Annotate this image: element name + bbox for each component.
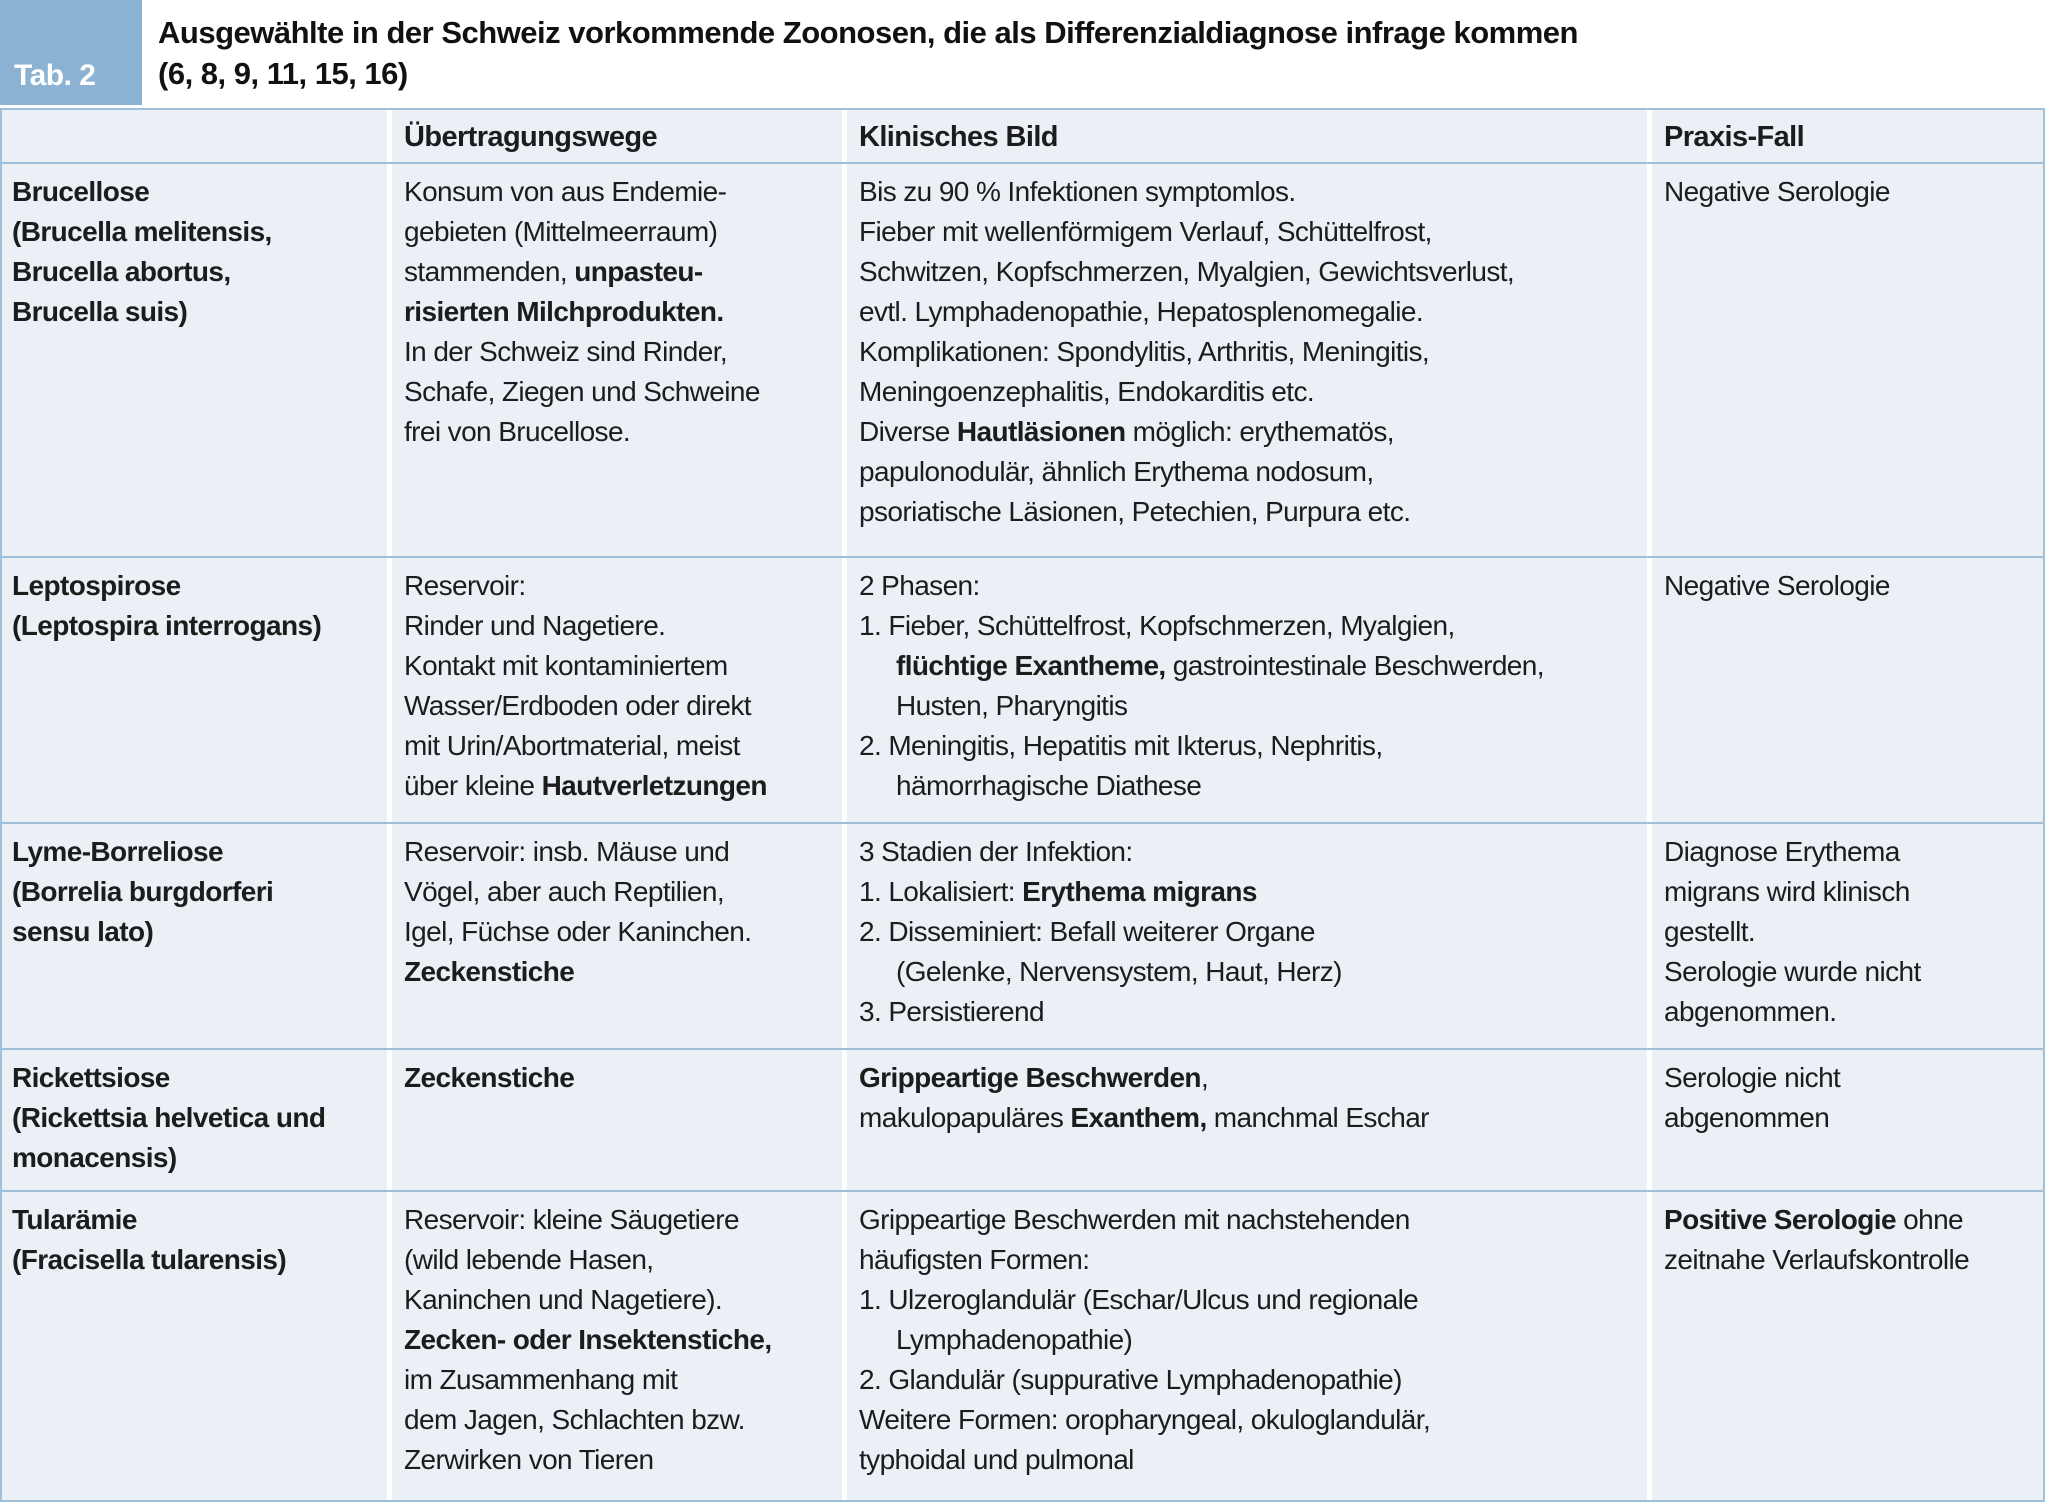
text-line: Kontakt mit kontaminiertem [404, 650, 728, 681]
text-line: Negative Serologie [1664, 176, 1890, 207]
text-line: Wasser/Erdboden oder direkt [404, 690, 751, 721]
table-title [142, 0, 2045, 105]
text-line: (Brucella melitensis, [12, 216, 272, 247]
cell-klinisches-bild [847, 824, 1647, 1048]
text-line: mit Urin/Abortmaterial, meist [404, 730, 740, 761]
cell-disease-name [2, 1192, 387, 1500]
text-line: abgenommen. [1664, 996, 1837, 1027]
text-line: Schwitzen, Kopfschmerzen, Myalgien, Gewichtsverlust, [859, 256, 1515, 287]
text-line: 1. Ulzeroglandulär (Eschar/Ulcus und regionale [859, 1284, 1419, 1315]
cell-praxis-fall [1652, 1192, 2043, 1500]
text-line: papulonodulär, ähnlich Erythema nodosum, [859, 456, 1374, 487]
text-line: (Fracisella tularensis) [12, 1244, 287, 1275]
text-line: 2 Phasen: [859, 570, 980, 601]
text-line: gebieten (Mittelmeerraum) [404, 216, 718, 247]
text-line: im Zusammenhang mit [404, 1364, 678, 1395]
text-line: Vögel, aber auch Reptilien, [404, 876, 725, 907]
text-line: Zeckenstiche [404, 956, 575, 987]
text-line: Serologie nicht [1664, 1062, 1841, 1093]
text-line: Reservoir: kleine Säugetiere [404, 1204, 739, 1235]
text-line: über kleine Hautverletzungen [404, 770, 767, 801]
text-line: frei von Brucellose. [404, 416, 631, 447]
cell-klinisches-bild [847, 1050, 1647, 1190]
text-line: Brucellose [12, 176, 150, 207]
table-row [2, 1048, 2043, 1190]
text-line: sensu lato) [12, 916, 154, 947]
text-line: 2. Meningitis, Hepatitis mit Ikterus, Nephritis, [859, 730, 1383, 761]
table-number-label: Tab. 2 [0, 0, 142, 105]
text-line: 2. Glandulär (suppurative Lymphadenopathie) [859, 1364, 1402, 1395]
text-line: zeitnahe Verlaufskontrolle [1664, 1244, 1970, 1275]
text-line: migrans wird klinisch [1664, 876, 1910, 907]
text-line: 1. Lokalisiert: Erythema migrans [859, 876, 1257, 907]
cell-praxis-fall [1652, 824, 2043, 1048]
table-row [2, 162, 2043, 556]
table-caption [0, 0, 2045, 105]
text-line: In der Schweiz sind Rinder, [404, 336, 728, 367]
text-line: Weitere Formen: oropharyngeal, okuloglandulär, [859, 1404, 1431, 1435]
text-line: gestellt. [1664, 916, 1756, 947]
text-line: Reservoir: [404, 570, 526, 601]
text-line: Brucella suis) [12, 296, 188, 327]
text-line: Lyme-Borreliose [12, 836, 223, 867]
text-line: Meningoenzephalitis, Endokarditis etc. [859, 376, 1315, 407]
text-line: makulopapuläres Exanthem, manchmal Eschar [859, 1102, 1429, 1133]
text-line: Grippeartige Beschwerden, [859, 1062, 1209, 1093]
cell-disease-name [2, 824, 387, 1048]
cell-klinisches-bild [847, 558, 1647, 822]
table-header-row [2, 110, 2043, 162]
text-line: Komplikationen: Spondylitis, Arthritis, Meningitis, [859, 336, 1430, 367]
text-line: Serologie wurde nicht [1664, 956, 1921, 987]
table-title-line1: Ausgewählte in der Schweiz vorkommende Zoonosen, die als Differenzialdiagnose infrage kommen [158, 14, 1578, 50]
zoonoses-table [0, 108, 2045, 1502]
text-line: Rinder und Nagetiere. [404, 610, 666, 641]
text-line: 3. Persistierend [859, 996, 1044, 1027]
cell-disease-name [2, 558, 387, 822]
text-line: 1. Fieber, Schüttelfrost, Kopfschmerzen, Myalgien, [859, 610, 1455, 641]
text-line: Bis zu 90 % Infektionen symptomlos. [859, 176, 1296, 207]
text-line: monacensis) [12, 1142, 177, 1173]
column-header-praxis-fall: Praxis-Fall [1652, 110, 2043, 162]
text-line: Leptospirose [12, 570, 181, 601]
text-line: Lymphadenopathie) [896, 1324, 1133, 1355]
cell-praxis-fall [1652, 558, 2043, 822]
cell-uebertragungswege [392, 1192, 842, 1500]
column-header-klinisches-bild: Klinisches Bild [847, 110, 1647, 162]
text-line: Kaninchen und Nagetiere). [404, 1284, 723, 1315]
text-line: (Gelenke, Nervensystem, Haut, Herz) [896, 956, 1342, 987]
cell-klinisches-bild [847, 1192, 1647, 1500]
text-line: abgenommen [1664, 1102, 1830, 1133]
text-line: Zerwirken von Tieren [404, 1444, 654, 1475]
cell-uebertragungswege [392, 164, 842, 556]
cell-klinisches-bild [847, 164, 1647, 556]
cell-disease-name [2, 164, 387, 556]
text-line: dem Jagen, Schlachten bzw. [404, 1404, 745, 1435]
text-line: Igel, Füchse oder Kaninchen. [404, 916, 752, 947]
column-header-disease [2, 110, 387, 162]
table-row [2, 822, 2043, 1048]
cell-praxis-fall [1652, 164, 2043, 556]
text-line: Brucella abortus, [12, 256, 231, 287]
text-line: (Borrelia burgdorferi [12, 876, 274, 907]
text-line: 2. Disseminiert: Befall weiterer Organe [859, 916, 1315, 947]
text-line: 3 Stadien der Infektion: [859, 836, 1133, 867]
text-line: Diagnose Erythema [1664, 836, 1900, 867]
text-line: risierten Milchprodukten. [404, 296, 724, 327]
table-row [2, 1190, 2043, 1500]
text-line: Positive Serologie ohne [1664, 1204, 1964, 1235]
cell-praxis-fall [1652, 1050, 2043, 1190]
text-line: psoriatische Läsionen, Petechien, Purpura etc. [859, 496, 1411, 527]
text-line: häufigsten Formen: [859, 1244, 1090, 1275]
text-line: Fieber mit wellenförmigem Verlauf, Schüttelfrost, [859, 216, 1432, 247]
text-line: (Rickettsia helvetica und [12, 1102, 326, 1133]
text-line: Reservoir: insb. Mäuse und [404, 836, 730, 867]
table-title-line2: (6, 8, 9, 11, 15, 16) [158, 55, 408, 91]
column-header-uebertragungswege: Übertragungswege [392, 110, 842, 162]
text-line: hämorrhagische Diathese [896, 770, 1202, 801]
text-line: Rickettsiose [12, 1062, 170, 1093]
text-line: flüchtige Exantheme, gastrointestinale Beschwerden, [896, 650, 1544, 681]
cell-uebertragungswege [392, 558, 842, 822]
text-line: Tularämie [12, 1204, 137, 1235]
table-row [2, 556, 2043, 822]
text-line: Grippeartige Beschwerden mit nachstehenden [859, 1204, 1410, 1235]
text-line: Schafe, Ziegen und Schweine [404, 376, 760, 407]
text-line: Zeckenstiche [404, 1062, 575, 1093]
text-line: Konsum von aus Endemie- [404, 176, 727, 207]
text-line: stammenden, unpasteu- [404, 256, 703, 287]
text-line: typhoidal und pulmonal [859, 1444, 1134, 1475]
text-line: Husten, Pharyngitis [896, 690, 1128, 721]
cell-uebertragungswege [392, 1050, 842, 1190]
cell-disease-name [2, 1050, 387, 1190]
text-line: evtl. Lymphadenopathie, Hepatosplenomegalie. [859, 296, 1424, 327]
cell-uebertragungswege [392, 824, 842, 1048]
text-line: Diverse Hautläsionen möglich: erythematös, [859, 416, 1394, 447]
text-line: (wild lebende Hasen, [404, 1244, 654, 1275]
text-line: (Leptospira interrogans) [12, 610, 322, 641]
text-line: Zecken- oder Insektenstiche, [404, 1324, 772, 1355]
text-line: Negative Serologie [1664, 570, 1890, 601]
